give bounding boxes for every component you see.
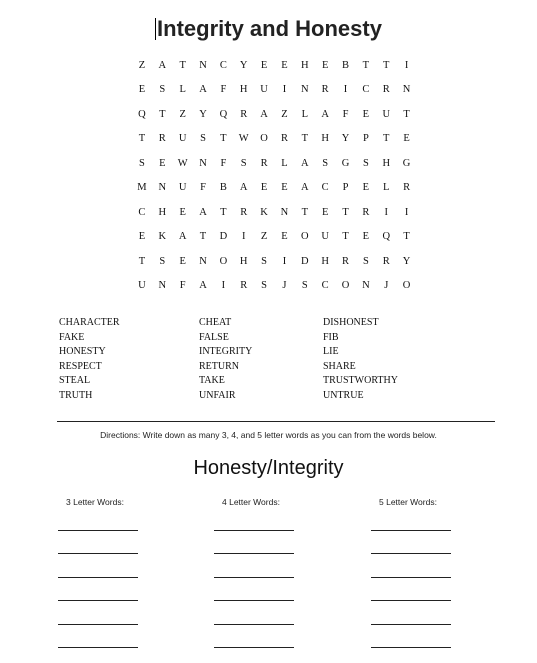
grid-letter: N <box>199 255 208 267</box>
grid-letter: R <box>321 84 330 96</box>
grid-letter: E <box>281 231 289 243</box>
grid-letter: F <box>220 84 227 96</box>
grid-letter: A <box>199 84 208 96</box>
worksheet-title <box>0 16 537 42</box>
word-list-item: FALSE <box>199 331 229 343</box>
word-list-item: FIB <box>323 331 339 343</box>
grid-letter: E <box>260 59 268 71</box>
answer-line[interactable] <box>58 553 138 554</box>
grid-letter: C <box>362 84 370 96</box>
grid-letter: T <box>179 59 187 71</box>
grid-letter: H <box>239 84 249 96</box>
grid-letter: E <box>321 206 329 218</box>
grid-letter: T <box>342 231 350 243</box>
grid-letter: I <box>404 59 409 71</box>
grid-letter: T <box>138 255 146 267</box>
grid-letter: U <box>382 108 391 120</box>
grid-letter: L <box>281 157 289 169</box>
grid-letter: F <box>342 108 349 120</box>
grid-letter: Z <box>281 108 289 120</box>
grid-letter: O <box>402 280 411 292</box>
grid-letter: A <box>199 280 208 292</box>
grid-letter: E <box>179 255 187 267</box>
grid-letter: W <box>238 133 250 145</box>
grid-letter: P <box>362 133 370 145</box>
answer-line[interactable] <box>58 530 138 531</box>
grid-letter: S <box>159 84 166 96</box>
grid-letter: E <box>138 231 146 243</box>
grid-letter: I <box>282 255 287 267</box>
grid-letter: A <box>239 182 249 194</box>
grid-letter: L <box>301 108 309 120</box>
grid-letter: H <box>301 59 310 71</box>
grid-letter: C <box>321 182 330 194</box>
grid-row <box>132 127 417 152</box>
word-list-item: UNTRUE <box>323 389 364 401</box>
grid-letter: M <box>137 182 148 194</box>
grid-letter: N <box>199 59 208 71</box>
grid-letter: E <box>321 59 329 71</box>
grid-letter: T <box>403 108 411 120</box>
grid-letter: T <box>301 206 309 218</box>
grid-letter: Z <box>179 108 187 120</box>
answer-line[interactable] <box>214 553 294 554</box>
grid-letter: A <box>321 108 330 120</box>
grid-letter: N <box>199 157 208 169</box>
grid-letter: F <box>179 280 187 292</box>
word-search-grid <box>132 53 417 298</box>
word-list-item: FAKE <box>59 331 85 343</box>
grid-letter: H <box>158 206 167 218</box>
grid-letter: P <box>342 182 349 194</box>
grid-letter: G <box>341 157 350 169</box>
grid-letter: A <box>178 231 187 243</box>
grid-letter: E <box>403 133 411 145</box>
grid-letter: A <box>301 182 310 194</box>
answer-line[interactable] <box>214 530 294 531</box>
grid-letter: Q <box>382 231 391 243</box>
answer-line[interactable] <box>58 600 138 601</box>
word-list <box>59 316 479 403</box>
grid-letter: B <box>342 59 350 71</box>
grid-letter: T <box>403 231 411 243</box>
text-cursor <box>155 18 156 40</box>
grid-letter: F <box>200 182 207 194</box>
grid-letter: F <box>220 157 227 169</box>
word-list-item: HONESTY <box>59 346 106 357</box>
grid-letter: C <box>321 280 330 292</box>
grid-letter: H <box>382 157 391 169</box>
directions-text: Directions: Write down as many 3, 4, and 5 letter words as you can from the words below. <box>100 430 437 440</box>
word-list-item: CHEAT <box>199 317 232 328</box>
grid-letter: U <box>178 182 187 194</box>
grid-letter: K <box>158 231 167 243</box>
divider <box>57 421 495 422</box>
word-list-item: INTEGRITY <box>199 346 253 357</box>
grid-letter: H <box>321 133 330 145</box>
grid-letter: R <box>382 84 391 96</box>
grid-letter: J <box>384 280 389 292</box>
grid-letter: Z <box>260 231 268 243</box>
grid-letter: T <box>342 206 350 218</box>
grid-row <box>132 151 417 176</box>
answer-line[interactable] <box>58 647 138 648</box>
grid-letter: Q <box>138 108 147 120</box>
grid-letter: G <box>402 157 411 169</box>
grid-letter: O <box>260 133 269 145</box>
grid-letter: L <box>383 182 390 194</box>
grid-row <box>132 102 417 127</box>
grid-letter: U <box>260 84 269 96</box>
grid-letter: E <box>281 182 289 194</box>
grid-letter: A <box>158 59 167 71</box>
grid-letter: T <box>159 108 166 120</box>
grid-letter: A <box>301 157 310 169</box>
answer-line[interactable] <box>371 647 451 648</box>
grid-letter: S <box>362 255 370 267</box>
answer-line[interactable] <box>371 577 451 578</box>
grid-row <box>132 200 417 225</box>
grid-letter: T <box>138 133 146 145</box>
grid-letter: S <box>322 157 329 169</box>
title-text: Integrity and Honesty <box>157 16 382 41</box>
grid-row <box>132 225 417 250</box>
grid-letter: R <box>403 182 411 194</box>
answer-line[interactable] <box>214 577 294 578</box>
grid-letter: T <box>383 133 390 145</box>
grid-letter: I <box>221 280 226 292</box>
answer-line[interactable] <box>214 600 294 601</box>
grid-row <box>132 274 417 299</box>
grid-letter: I <box>343 84 348 96</box>
answer-line[interactable] <box>214 624 294 625</box>
grid-letter: T <box>301 133 309 145</box>
grid-letter: W <box>177 157 189 169</box>
grid-letter: I <box>241 231 246 243</box>
grid-letter: S <box>301 280 309 292</box>
answer-line[interactable] <box>371 624 451 625</box>
word-list-item: SHARE <box>323 360 356 372</box>
word-list-item: TAKE <box>199 375 225 386</box>
grid-letter: N <box>402 84 411 96</box>
word-list-item: LIE <box>323 346 339 357</box>
grid-row <box>132 78 417 103</box>
grid-letter: Y <box>402 255 411 267</box>
grid-letter: N <box>280 206 289 218</box>
answer-line[interactable] <box>371 553 451 554</box>
grid-letter: E <box>159 157 166 169</box>
grid-letter: U <box>178 133 187 145</box>
grid-row <box>132 53 417 78</box>
grid-letter: S <box>261 255 268 267</box>
grid-letter: R <box>362 206 370 218</box>
grid-letter: E <box>362 182 370 194</box>
column-header: 3 Letter Words: <box>66 497 124 507</box>
grid-letter: B <box>219 182 228 194</box>
grid-letter: E <box>362 108 370 120</box>
word-list-item: RESPECT <box>59 360 102 372</box>
grid-letter: T <box>199 231 207 243</box>
word-list-item: DISHONEST <box>323 317 379 328</box>
grid-letter: Y <box>341 133 350 145</box>
grid-letter: E <box>260 182 268 194</box>
grid-letter: I <box>404 206 409 218</box>
word-list-item: UNFAIR <box>199 389 236 401</box>
grid-letter: N <box>301 84 310 96</box>
grid-letter: O <box>219 255 228 267</box>
grid-letter: D <box>301 255 310 267</box>
grid-letter: N <box>362 280 371 292</box>
grid-letter: C <box>138 206 146 218</box>
grid-letter: S <box>159 255 166 267</box>
grid-letter: E <box>179 206 187 218</box>
grid-letter: T <box>383 59 390 71</box>
word-list-item: RETURN <box>199 360 239 372</box>
grid-letter: Z <box>138 59 146 71</box>
grid-letter: T <box>362 59 370 71</box>
grid-letter: R <box>342 255 350 267</box>
grid-letter: R <box>260 157 269 169</box>
grid-letter: N <box>158 280 167 292</box>
grid-letter: J <box>282 280 287 292</box>
grid-letter: Y <box>239 59 249 71</box>
grid-letter: K <box>260 206 269 218</box>
grid-letter: I <box>384 206 389 218</box>
grid-letter: I <box>282 84 287 96</box>
grid-letter: E <box>138 84 146 96</box>
section-subtitle: Honesty/Integrity <box>193 457 344 479</box>
word-list-item: CHARACTER <box>59 317 120 328</box>
grid-letter: U <box>138 280 147 292</box>
answer-line[interactable] <box>58 624 138 625</box>
grid-letter: E <box>362 231 370 243</box>
grid-row <box>132 249 417 274</box>
grid-letter: Q <box>219 108 228 120</box>
grid-letter: A <box>260 108 269 120</box>
grid-letter: O <box>301 231 310 243</box>
grid-letter: S <box>139 157 146 169</box>
grid-letter: H <box>321 255 330 267</box>
grid-letter: R <box>240 206 248 218</box>
grid-letter: D <box>219 231 228 243</box>
word-list-item: TRUSTWORTHY <box>323 375 398 386</box>
grid-letter: L <box>179 84 187 96</box>
grid-letter: R <box>158 133 167 145</box>
grid-letter: C <box>219 59 228 71</box>
grid-letter: R <box>382 255 391 267</box>
grid-letter: S <box>261 280 268 292</box>
word-list-item: TRUTH <box>59 389 93 401</box>
grid-letter: A <box>199 206 208 218</box>
word-list-item: STEAL <box>59 375 91 386</box>
grid-letter: T <box>220 206 228 218</box>
answer-line[interactable] <box>371 600 451 601</box>
grid-letter: S <box>240 157 248 169</box>
grid-letter: N <box>158 182 167 194</box>
grid-letter: R <box>240 108 248 120</box>
grid-row <box>132 176 417 201</box>
grid-letter: T <box>220 133 228 145</box>
grid-letter: E <box>281 59 289 71</box>
grid-letter: S <box>200 133 207 145</box>
grid-letter: S <box>362 157 370 169</box>
column-header: 4 Letter Words: <box>222 497 280 507</box>
column-header: 5 Letter Words: <box>379 497 437 507</box>
answer-line[interactable] <box>214 647 294 648</box>
grid-letter: R <box>280 133 289 145</box>
answer-line[interactable] <box>58 577 138 578</box>
grid-letter: U <box>321 231 330 243</box>
grid-letter: H <box>239 255 249 267</box>
answer-line[interactable] <box>371 530 451 531</box>
grid-letter: O <box>341 280 350 292</box>
grid-letter: Y <box>199 108 208 120</box>
grid-letter: R <box>240 280 248 292</box>
